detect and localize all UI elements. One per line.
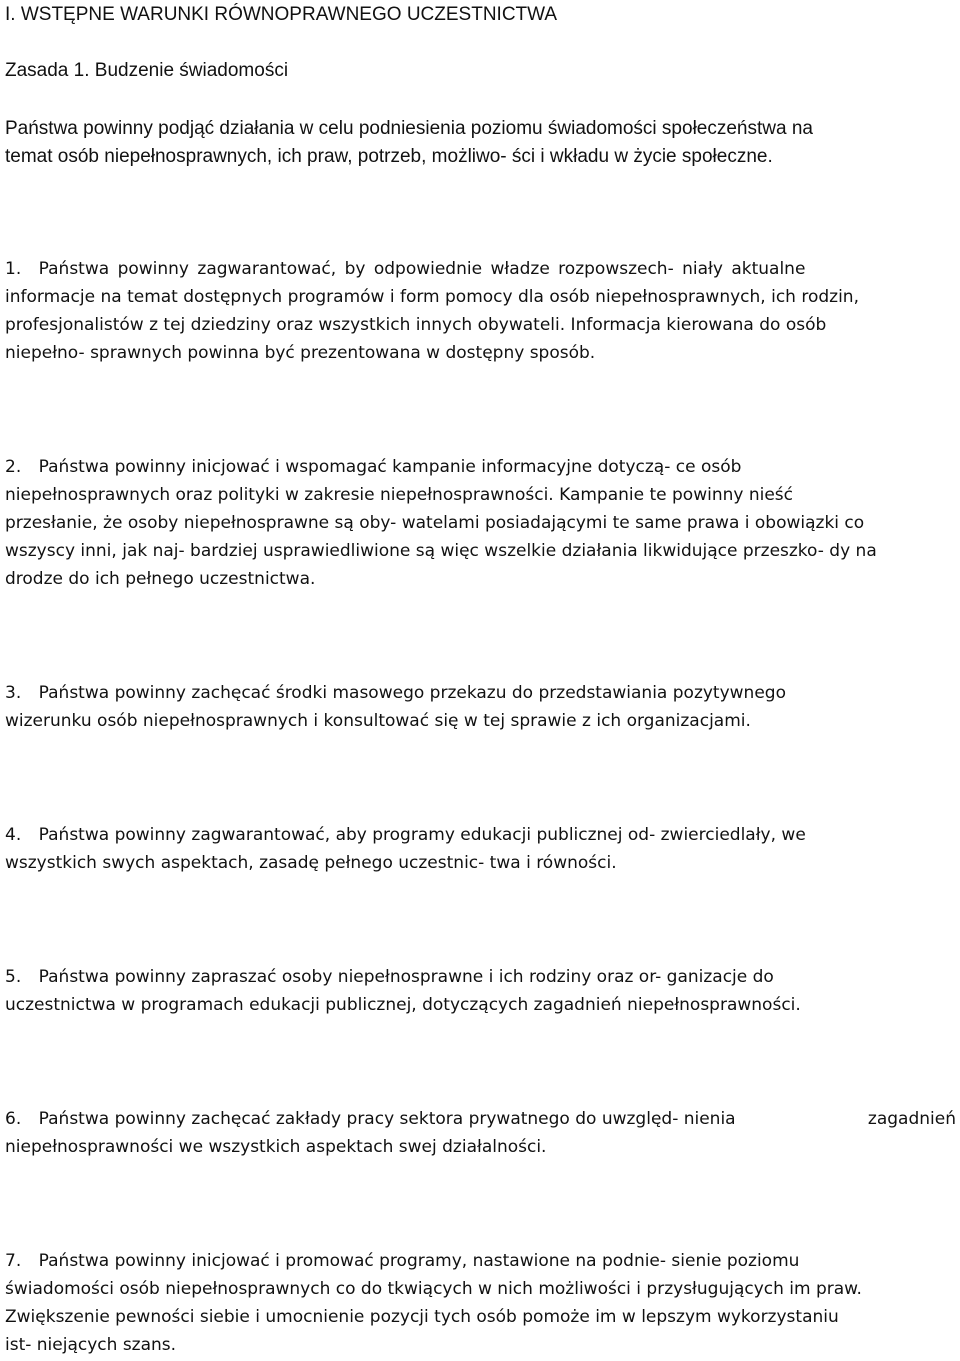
paragraph-line: niepełno- sprawnych powinna być prezentowana w dostępny sposób. — [5, 343, 596, 363]
paragraph-line: informacje na temat dostępnych programów i form pomocy dla osób niepełnosprawnych, ich rodzin, — [5, 287, 859, 307]
paragraph-line: profesjonalistów z tej dziedziny oraz wszystkich innych obywateli. Informacja kierowana do osób — [5, 315, 827, 335]
paragraph-line: wszystkich swych aspektach, zasadę pełnego uczestnic- twa i równości. — [5, 853, 617, 873]
paragraph-trailing-word: zagadnień — [867, 1109, 956, 1129]
paragraph-number: 4. — [5, 825, 22, 845]
paragraph-line — [5, 1105, 956, 1133]
intro-line: temat osób niepełnosprawnych, ich praw, potrzeb, możliwo- ści i wkładu w życie społeczne. — [5, 146, 773, 167]
paragraph-line — [5, 963, 956, 991]
paragraph-line: drodze do ich pełnego uczestnictwa. — [5, 569, 316, 589]
paragraph-number: 6. — [5, 1109, 22, 1129]
paragraph-number: 2. — [5, 457, 22, 477]
paragraph-line: przesłanie, że osoby niepełnosprawne są oby- watelami posiadającymi te same prawa i obowiązki co — [5, 513, 865, 533]
paragraph-number: 5. — [5, 967, 22, 987]
paragraph-line: niepełnosprawności we wszystkich aspektach swej działalności. — [5, 1137, 547, 1157]
paragraph-number: 1. — [5, 259, 22, 279]
paragraph-number: 3. — [5, 683, 22, 703]
paragraph-line — [5, 453, 956, 481]
paragraph-text: Państwa powinny inicjować i promować programy, nastawione na podnie- sienie poziomu — [38, 1251, 800, 1271]
paragraph-line — [5, 679, 956, 707]
paragraph-line — [5, 1247, 956, 1275]
paragraph-text: Państwa powinny inicjować i wspomagać kampanie informacyjne dotyczą- ce osób — [38, 457, 742, 477]
paragraph-text: Państwa powinny zapraszać osoby niepełnosprawne i ich rodziny oraz or- ganizacje do — [38, 967, 774, 987]
paragraph-text: Państwa powinny zachęcać zakłady pracy sektora prywatnego do uwzględ- nienia — [38, 1109, 736, 1129]
paragraph-line: wizerunku osób niepełnosprawnych i konsultować się w tej sprawie z ich organizacjami. — [5, 711, 751, 731]
paragraph-text: Państwa powinny zagwarantować, by odpowiednie władze rozpowszech- niały aktualne — [38, 259, 806, 279]
paragraph-line: uczestnictwa w programach edukacji publicznej, dotyczących zagadnień niepełnosprawności. — [5, 995, 801, 1015]
paragraph-number: 7. — [5, 1251, 22, 1271]
paragraph-text: Państwa powinny zagwarantować, aby programy edukacji publicznej od- zwierciedlały, we — [38, 825, 806, 845]
paragraph-line — [5, 255, 956, 283]
paragraph-line — [5, 821, 956, 849]
paragraph-line: Zwiększenie pewności siebie i umocnienie pozycji tych osób pomoże im w lepszym wykorzystaniu — [5, 1307, 839, 1327]
intro-line: Państwa powinny podjąć działania w celu podniesienia poziomu świadomości społeczeństwa na — [5, 118, 813, 139]
paragraph-line: świadomości osób niepełnosprawnych co do tkwiących w nich możliwości i przysługujących im praw. — [5, 1279, 862, 1299]
paragraph-line: wszyscy inni, jak naj- bardziej usprawiedliwione są więc wszelkie działania likwidujące przeszko- dy na — [5, 541, 877, 561]
rule-title: Zasada 1. Budzenie świadomości — [5, 60, 289, 81]
paragraph-line: niepełnosprawnych oraz polityki w zakresie niepełnosprawności. Kampanie te powinny nieść — [5, 485, 794, 505]
paragraph-line: ist- niejących szans. — [5, 1335, 177, 1355]
section-title: I. WSTĘPNE WARUNKI RÓWNOPRAWNEGO UCZESTNICTWA — [5, 4, 558, 25]
paragraph-text: Państwa powinny zachęcać środki masowego przekazu do przedstawiania pozytywnego — [38, 683, 786, 703]
